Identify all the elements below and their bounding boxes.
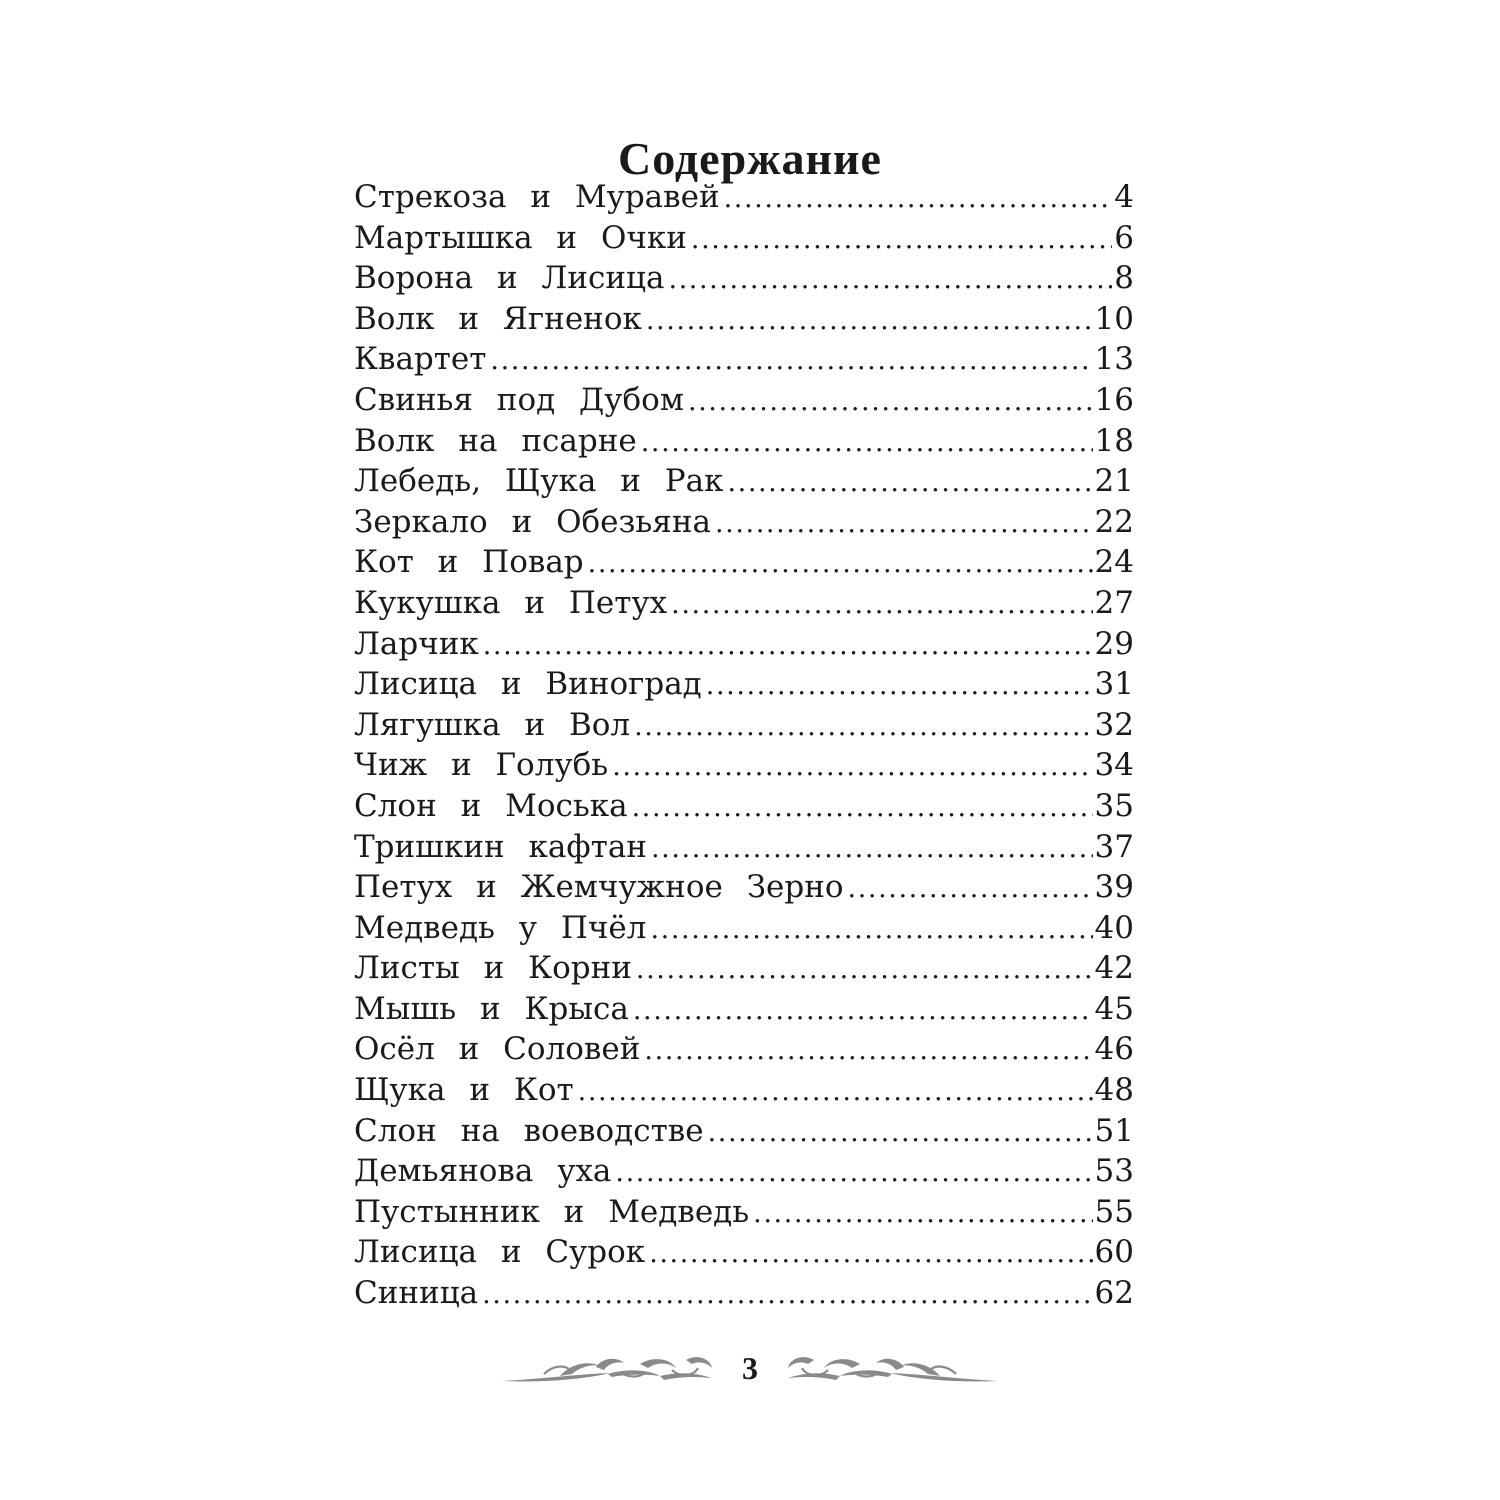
toc-entry-title: Слон на воеводстве (354, 1112, 704, 1149)
toc-entry (354, 705, 1134, 746)
toc-dot-leader (490, 341, 1092, 381)
toc-entry-title: Лисица и Виноград (354, 666, 702, 703)
toc-entry-page-number: 42 (1094, 950, 1134, 987)
toc-entry-title: Мышь и Крыса (354, 990, 629, 1027)
toc-entry (354, 542, 1134, 583)
toc-entry (354, 1111, 1134, 1152)
toc-entry (354, 299, 1134, 340)
toc-dot-leader (612, 747, 1092, 787)
toc-entry-title: Ларчик (354, 625, 479, 662)
page-number: 3 (742, 1350, 758, 1386)
toc-dot-leader (646, 301, 1093, 341)
page-footer (0, 1340, 1500, 1410)
toc-entry (354, 380, 1134, 421)
toc-dot-leader (668, 260, 1112, 300)
toc-entry-title: Пустынник и Медведь (354, 1193, 750, 1230)
toc-entry-page-number: 21 (1094, 463, 1134, 500)
toc-entry (354, 583, 1134, 624)
page-title: Содержание (618, 132, 882, 184)
toc-entry-title: Мартышка и Очки (354, 219, 687, 256)
toc-entry (354, 218, 1134, 259)
toc-entry-page-number: 60 (1094, 1234, 1134, 1271)
toc-entry-page-number: 51 (1094, 1112, 1134, 1149)
toc-entry-page-number: 39 (1094, 869, 1134, 906)
toc-entry-page-number: 8 (1114, 260, 1134, 297)
toc-entry-title: Петух и Жемчужное Зерно (354, 869, 844, 906)
toc-entry-title: Тришкин кафтан (354, 828, 647, 865)
toc-entry-page-number: 31 (1094, 666, 1134, 703)
toc-entry (354, 867, 1134, 908)
toc-entry-title: Стрекоза и Муравей (354, 179, 720, 215)
toc-entry-page-number: 24 (1094, 544, 1134, 581)
toc-dot-leader (634, 707, 1092, 747)
toc-entry-title: Волк и Ягненок (354, 300, 642, 337)
toc-entry-title: Кот и Повар (354, 544, 584, 581)
toc-dot-leader (691, 220, 1112, 260)
toc-entry-title: Ворона и Лисица (354, 260, 665, 297)
toc-entry (354, 502, 1134, 543)
toc-entry (354, 664, 1134, 705)
toc-entry-title: Щука и Кот (354, 1072, 574, 1109)
toc-entry (354, 461, 1134, 502)
toc-entry-page-number: 27 (1094, 584, 1134, 621)
toc-entry (354, 989, 1134, 1030)
toc-entry-page-number: 34 (1094, 747, 1134, 784)
toc-entry (354, 1070, 1134, 1111)
toc-entry-title: Демьянова уха (354, 1153, 612, 1190)
toc-entry (354, 1273, 1134, 1314)
toc-entry (354, 258, 1134, 299)
toc-dot-leader (578, 1072, 1093, 1112)
toc-entry-page-number: 10 (1094, 300, 1134, 337)
toc-entry-title: Лягушка и Вол (354, 706, 631, 743)
toc-entry-page-number: 48 (1094, 1072, 1134, 1109)
toc-entry (354, 786, 1134, 827)
toc-entry-title: Синица (354, 1275, 479, 1312)
toc-dot-leader (636, 950, 1093, 990)
toc-entry-title: Листы и Корни (354, 950, 632, 987)
toc-entry-page-number: 53 (1094, 1153, 1134, 1190)
toc-dot-leader (644, 1031, 1092, 1071)
toc-entry-title: Медведь у Пчёл (354, 909, 647, 946)
toc-entry (354, 1192, 1134, 1233)
toc-entry-page-number: 22 (1094, 503, 1134, 540)
toc-entry-page-number: 35 (1094, 787, 1134, 824)
toc-entry-page-number: 29 (1094, 625, 1134, 662)
toc-dot-leader (724, 179, 1113, 219)
toc-entry-title: Слон и Моська (354, 787, 628, 824)
toc-dot-leader (688, 382, 1093, 422)
toc-dot-leader (483, 626, 1093, 666)
toc-dot-leader (482, 1275, 1092, 1315)
toc-dot-leader (649, 1234, 1092, 1274)
toc-dot-leader (641, 423, 1093, 463)
toc-entry-page-number: 55 (1094, 1193, 1134, 1230)
toc-entry-title: Кукушка и Петух (354, 584, 668, 621)
toc-entry-page-number: 6 (1114, 219, 1134, 256)
toc-entry-page-number: 40 (1094, 909, 1134, 946)
toc-entry (354, 948, 1134, 989)
toc-entry (354, 1029, 1134, 1070)
toc-entry-page-number: 4 (1114, 179, 1134, 215)
right-ornament-icon (778, 1352, 1000, 1388)
toc-entry-title: Свинья под Дубом (354, 381, 684, 418)
toc-entry-title: Квартет (354, 341, 487, 378)
toc-dot-leader (706, 666, 1093, 706)
toc-entry-title: Лебедь, Щука и Рак (354, 463, 724, 500)
toc-entry-page-number: 46 (1094, 1031, 1134, 1068)
toc-dot-leader (633, 991, 1093, 1031)
table-of-contents (354, 177, 1134, 1314)
toc-entry (354, 421, 1134, 462)
toc-entry (354, 745, 1134, 786)
toc-dot-leader (651, 829, 1093, 869)
toc-dot-leader (715, 504, 1093, 544)
toc-entry-page-number: 18 (1094, 422, 1134, 459)
toc-entry-page-number: 32 (1094, 706, 1134, 743)
toc-entry-title: Зеркало и Обезьяна (354, 503, 711, 540)
toc-dot-leader (615, 1153, 1092, 1193)
toc-entry (354, 339, 1134, 380)
toc-entry (354, 908, 1134, 949)
toc-entry-page-number: 13 (1094, 341, 1134, 378)
toc-dot-leader (671, 585, 1092, 625)
toc-dot-leader (632, 788, 1093, 828)
toc-entry (354, 177, 1134, 218)
toc-entry-title: Волк на псарне (354, 422, 637, 459)
toc-dot-leader (848, 869, 1093, 909)
toc-entry-page-number: 16 (1094, 381, 1134, 418)
toc-entry-title: Чиж и Голубь (354, 747, 609, 784)
toc-entry-title: Осёл и Соловей (354, 1031, 641, 1068)
toc-entry (354, 827, 1134, 868)
toc-dot-leader (588, 544, 1093, 584)
toc-dot-leader (753, 1194, 1092, 1234)
toc-entry-page-number: 37 (1094, 828, 1134, 865)
toc-entry-page-number: 62 (1094, 1275, 1134, 1312)
left-ornament-icon (500, 1352, 722, 1388)
toc-dot-leader (708, 1113, 1093, 1153)
toc-entry-page-number: 45 (1094, 990, 1134, 1027)
toc-entry (354, 1151, 1134, 1192)
toc-entry (354, 624, 1134, 665)
toc-entry-title: Лисица и Сурок (354, 1234, 646, 1271)
toc-entry (354, 1232, 1134, 1273)
toc-dot-leader (727, 463, 1092, 503)
toc-dot-leader (650, 910, 1092, 950)
